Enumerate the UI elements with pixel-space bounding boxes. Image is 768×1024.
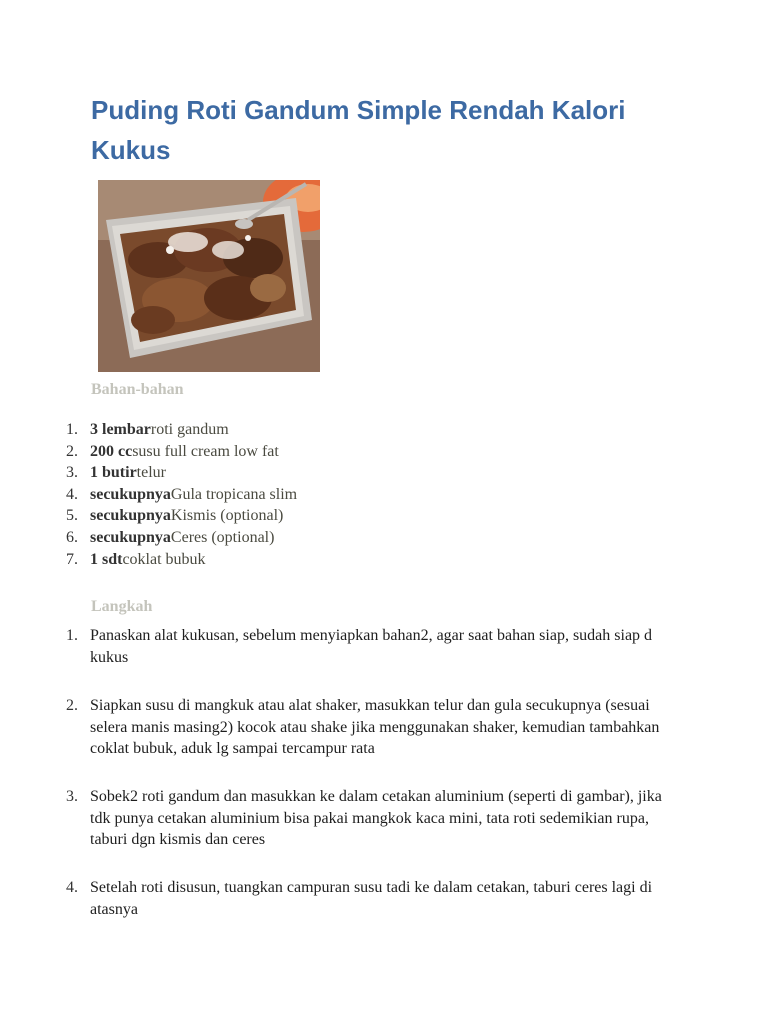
step-number: 4. [66, 879, 78, 896]
ingredient-quantity: secukupnya [90, 528, 171, 546]
ingredient-name: susu full cream low fat [132, 442, 279, 460]
list-item [66, 695, 686, 786]
step-text: Setelah roti disusun, tuangkan campuran susu tadi ke dalam cetakan, taburi ceres lagi di atasnya [90, 879, 653, 918]
pudding-photo [98, 180, 320, 372]
step-text: Sobek2 roti gandum dan masukkan ke dalam cetakan aluminium (seperti di gambar), jika tdk punya cetakan aluminium bisa pakai mangkok kaca mini, tata roti sedemikian rupa, taburi dgn kismis dan ceres [90, 788, 662, 849]
step-number: 3. [66, 788, 78, 805]
ingredients-list [66, 419, 666, 570]
list-item [66, 462, 666, 484]
item-number: 6. [66, 528, 78, 546]
step-number: 1. [66, 627, 78, 644]
list-item [66, 505, 666, 527]
ingredient-quantity: 1 butir [90, 464, 137, 482]
ingredient-name: Ceres (optional) [170, 528, 275, 546]
ingredient-quantity: secukupnya [90, 485, 171, 503]
list-item [66, 625, 686, 695]
ingredient-name: Kismis (optional) [170, 507, 284, 525]
ingredient-quantity: secukupnya [90, 507, 171, 525]
steps-list [66, 625, 686, 927]
item-number: 5. [66, 507, 78, 525]
step-number: 2. [66, 697, 78, 714]
list-item [66, 549, 666, 571]
ingredient-quantity: 1 sdt [90, 550, 123, 568]
ingredients-heading: Bahan-bahan [91, 381, 184, 398]
list-item [66, 877, 686, 927]
item-number: 7. [66, 550, 78, 568]
ingredient-quantity: 200 cc [90, 442, 133, 460]
item-number: 2. [66, 442, 78, 460]
item-number: 3. [66, 464, 78, 482]
step-text: Siapkan susu di mangkuk atau alat shaker, masukkan telur dan gula secukupnya (sesuai selera manis masing2) kocok atau shake jika menggunakan shaker, kemudian tambahkan coklat bubuk, aduk lg sampai tercampur rata [90, 697, 660, 758]
item-number: 4. [66, 485, 78, 503]
ingredient-name: Gula tropicana slim [170, 485, 298, 503]
step-text: Panaskan alat kukusan, sebelum menyiapkan bahan2, agar saat bahan siap, sudah siap d kukus [90, 627, 653, 666]
ingredient-quantity: 3 lembar [90, 421, 151, 438]
ingredient-name: telur [136, 464, 166, 482]
item-number: 1. [66, 421, 78, 438]
recipe-title: Puding Roti Gandum Simple Rendah Kalori Kukus [91, 95, 626, 165]
ingredient-name: coklat bubuk [122, 550, 206, 568]
list-item [66, 527, 666, 549]
list-item [66, 441, 666, 463]
list-item [66, 419, 666, 441]
list-item [66, 484, 666, 506]
steps-heading: Langkah [91, 598, 153, 615]
list-item [66, 786, 686, 877]
ingredient-name: roti gandum [150, 421, 229, 438]
